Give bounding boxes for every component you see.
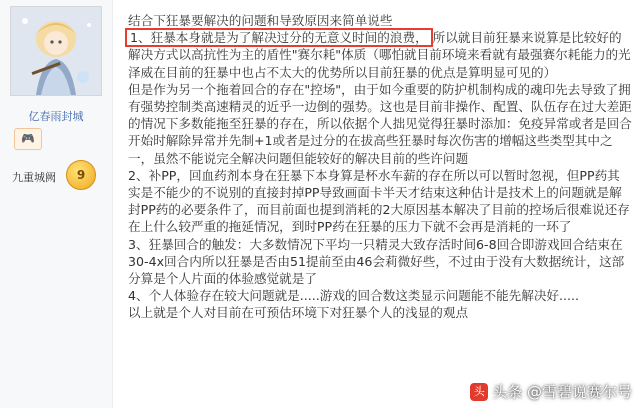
post-content [128, 12, 632, 322]
watermark-text: 头条 @雪碧说赛尔号 [492, 383, 632, 401]
grade-badge: 9 [66, 160, 96, 190]
post-paragraph-4: 3、狂暴回合的触发：大多数情况下平均一只精灵大致存活时间6-8回合即游戏回合结束在30-4x回合内所以狂暴是否由51提前至由46会莉微好些，不过由于没有大数据统计，这部分算是个人片面的体验感觉就是了 [128, 236, 625, 287]
post-paragraph-2: 但是作为另一个拖着回合的存在"控场"，由于如今重要的防护机制构成的魂印先去导致了拥有强势控制类高速精灵的近乎一边倒的强势。这也是目前非操作、配置、队伍存在过大差距的情况下多数能拖至狂暴的存在，所以依据个人拙见觉得狂暴时添加：免疫异常或者是回合开始时解除异常并先制+1或者是过分的在拔高些狂暴时每次伤害的增幅这些类型其中之一，虽然不能说完全解决问题但能较好的解决目前的些许问题 [128, 81, 632, 166]
username[interactable]: 亿春雨封城 [28, 110, 84, 123]
post-paragraph-1-rest: 所以就目前狂暴来说算是比较好的解决方式以高抗性为主的盾性"赛尔耗"体质（哪怕就目前环境来看就有最强赛尔耗能力的光泽威在目前的狂暴中也占不太大的优势所以目前狂暴的优点是算明显可见的） [128, 30, 631, 80]
game-medal-icon: 🎮 [14, 128, 42, 150]
post-paragraph-1 [128, 29, 632, 81]
post-paragraph-5: 4、个人体验存在较大问题就是.....游戏的回合数这类显示问题能不能先解决好..... [128, 288, 580, 304]
avatar-illustration-icon [11, 7, 101, 95]
watermark [470, 381, 632, 402]
avatar[interactable] [10, 6, 102, 96]
post-conclusion: 以上就是个人对目前在可预估环境下对狂暴个人的浅显的观点 [128, 305, 469, 321]
toutiao-logo-icon: 头 [470, 383, 488, 401]
post-intro: 结合下狂暴要解决的问题和导致原因来简单说些 [128, 13, 393, 28]
user-sidebar [0, 0, 113, 408]
user-grade-label: 九重城阙 [12, 171, 56, 184]
highlighted-sentence: 1、狂暴本身就是为了解决过分的无意义时间的浪费， [125, 28, 433, 47]
post-paragraph-3: 2、补PP，回血药剂本身在狂暴下本身算是杯水车薪的存在所以可以暂时忽视，但PP药其实是不能少的不说别的直接封掉PP导致画面卡半天才结束这种估计是技术上的问题就是解封PP药的必要条件了，而目前面也提到消耗的2大原因基本解决了目前的控场后很难说还存在上什么较严重的拖延情况，到时PP药在狂暴的压力下就不会再是消耗的一环了 [128, 167, 630, 235]
